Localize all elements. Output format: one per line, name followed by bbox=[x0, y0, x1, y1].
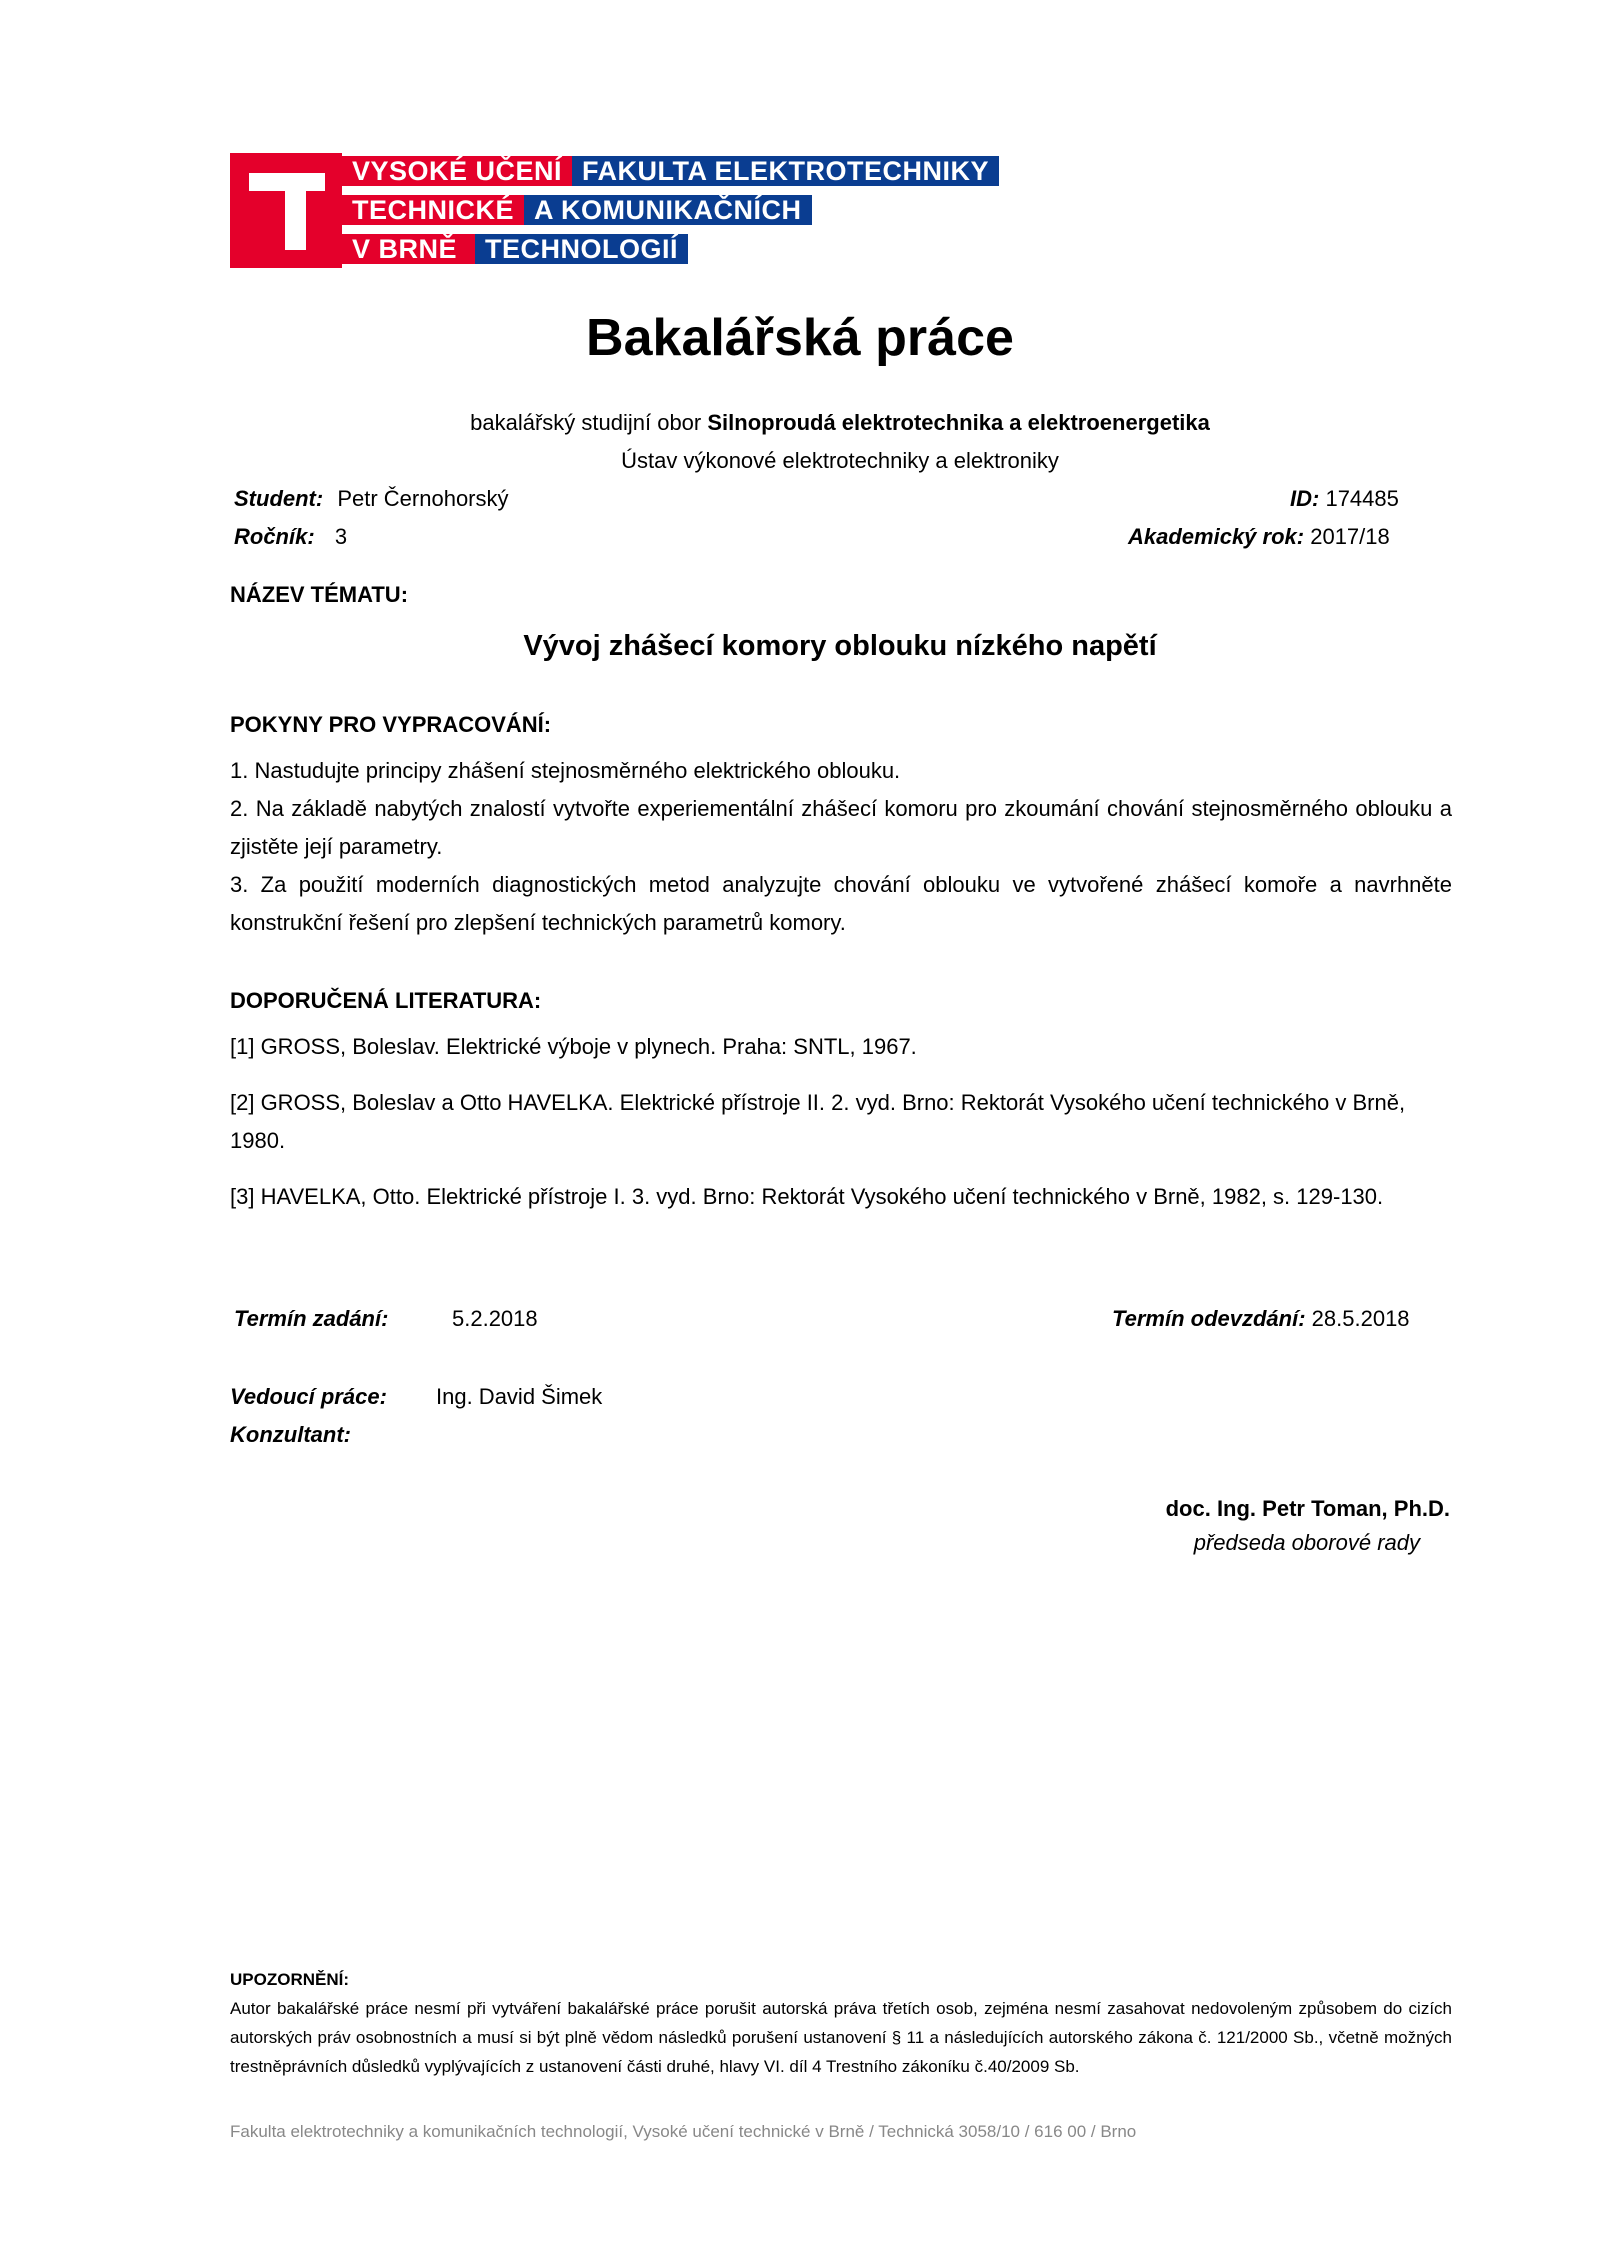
academic-year-value: 2017/18 bbox=[1310, 524, 1390, 549]
student-name: Petr Černohorský bbox=[337, 486, 509, 511]
student-label: Student: bbox=[234, 486, 324, 511]
id-label: ID: bbox=[1290, 486, 1320, 511]
notice-text: Autor bakalářské práce nesmí při vytváření bakalářské práce porušit autorská práva třetích osob, zejména nesmí zasahovat nedovoleným způsobem do cizích autorských práv osobnostních a musí si být plně vědom následků porušení ustanovení § 11 a následujících autorského zákona č. 121/2000 Sb., včetně možných trestněprávních důsledků vyplývajících z ustanovení části druhé, hlavy VI. díl 4 Trestního zákoníku č.40/2009 Sb. bbox=[230, 1999, 1452, 2076]
student-row bbox=[234, 486, 509, 512]
logo-faculty-line3: TECHNOLOGIÍ bbox=[475, 234, 688, 264]
literature-label: DOPORUČENÁ LITERATURA: bbox=[230, 988, 542, 1013]
year-row bbox=[234, 524, 347, 550]
department: Ústav výkonové elektrotechniky a elektroniky bbox=[621, 448, 1059, 473]
logo-faculty-line1: FAKULTA ELEKTROTECHNIKY bbox=[572, 156, 999, 186]
assigned-date-label: Termín zadání: bbox=[234, 1306, 389, 1331]
page-footer: Fakulta elektrotechniky a komunikačních technologií, Vysoké učení technické v Brně / Technická 3058/10 / 616 00 / Brno bbox=[230, 2122, 1137, 2141]
logo-school-line2: TECHNICKÉ bbox=[342, 195, 524, 225]
study-program bbox=[0, 410, 1600, 436]
instructions-list bbox=[230, 752, 1452, 942]
reference-item: [1] GROSS, Boleslav. Elektrické výboje v plynech. Praha: SNTL, 1967. bbox=[230, 1034, 917, 1059]
instruction-item: 1. Nastudujte principy zhášení stejnosměrného elektrického oblouku. bbox=[230, 758, 901, 783]
consultant-label: Konzultant: bbox=[230, 1422, 351, 1447]
reference-item: [3] HAVELKA, Otto. Elektrické přístroje I. 3. vyd. Brno: Rektorát Vysokého učení technického v Brně, 1982, s. 129-130. bbox=[230, 1184, 1384, 1209]
topic-label: NÁZEV TÉMATU: bbox=[230, 582, 409, 607]
notice-label: UPOZORNĚNÍ: bbox=[230, 1970, 349, 1989]
logo-school-line1: VYSOKÉ UČENÍ bbox=[342, 156, 572, 186]
reference-item: [2] GROSS, Boleslav a Otto HAVELKA. Elektrické přístroje II. 2. vyd. Brno: Rektorát Vysokého učení technického v Brně, 1980. bbox=[230, 1090, 1406, 1153]
instruction-item: 2. Na základě nabytých znalostí vytvořte experiementální zhášecí komoru pro zkoumání chování stejnosměrného oblouku a zjistěte její parametry. bbox=[230, 796, 1452, 859]
logo-school-line3: V BRNĚ bbox=[342, 234, 475, 264]
year-value: 3 bbox=[334, 524, 348, 549]
assigned-date-value: 5.2.2018 bbox=[452, 1306, 538, 1331]
vut-t-icon bbox=[230, 153, 342, 268]
supervisor-name: Ing. David Šimek bbox=[436, 1384, 603, 1409]
id-value: 174485 bbox=[1325, 486, 1399, 511]
document-title: Bakalářská práce bbox=[586, 309, 1014, 367]
instruction-item: 3. Za použití moderních diagnostických metod analyzujte chování oblouku ve vytvořené zhášecí komoře a navrhněte konstrukční řešení pro zlepšení technických parametrů komory. bbox=[230, 872, 1452, 935]
signatory-role: předseda oborové rady bbox=[1193, 1530, 1420, 1555]
academic-year-row bbox=[1128, 524, 1390, 550]
instructions-label: POKYNY PRO VYPRACOVÁNÍ: bbox=[230, 712, 552, 737]
year-label: Ročník: bbox=[234, 524, 315, 549]
signatory-name: doc. Ing. Petr Toman, Ph.D. bbox=[1165, 1496, 1450, 1521]
submit-date-row bbox=[1112, 1306, 1410, 1332]
supervisor-label: Vedoucí práce: bbox=[230, 1384, 387, 1409]
study-program-name: Silnoproudá elektrotechnika a elektroenergetika bbox=[707, 410, 1210, 435]
submit-date-value: 28.5.2018 bbox=[1311, 1306, 1410, 1331]
academic-year-label: Akademický rok: bbox=[1128, 524, 1305, 549]
submit-date-label: Termín odevzdání: bbox=[1112, 1306, 1306, 1331]
university-logo bbox=[230, 153, 990, 270]
topic-title: Vývoj zhášecí komory oblouku nízkého napětí bbox=[523, 630, 1157, 662]
id-row bbox=[1290, 486, 1399, 512]
assigned-date-row bbox=[234, 1306, 388, 1332]
study-program-prefix: bakalářský studijní obor bbox=[470, 410, 708, 435]
logo-faculty-line2: A KOMUNIKAČNÍCH bbox=[524, 195, 811, 225]
